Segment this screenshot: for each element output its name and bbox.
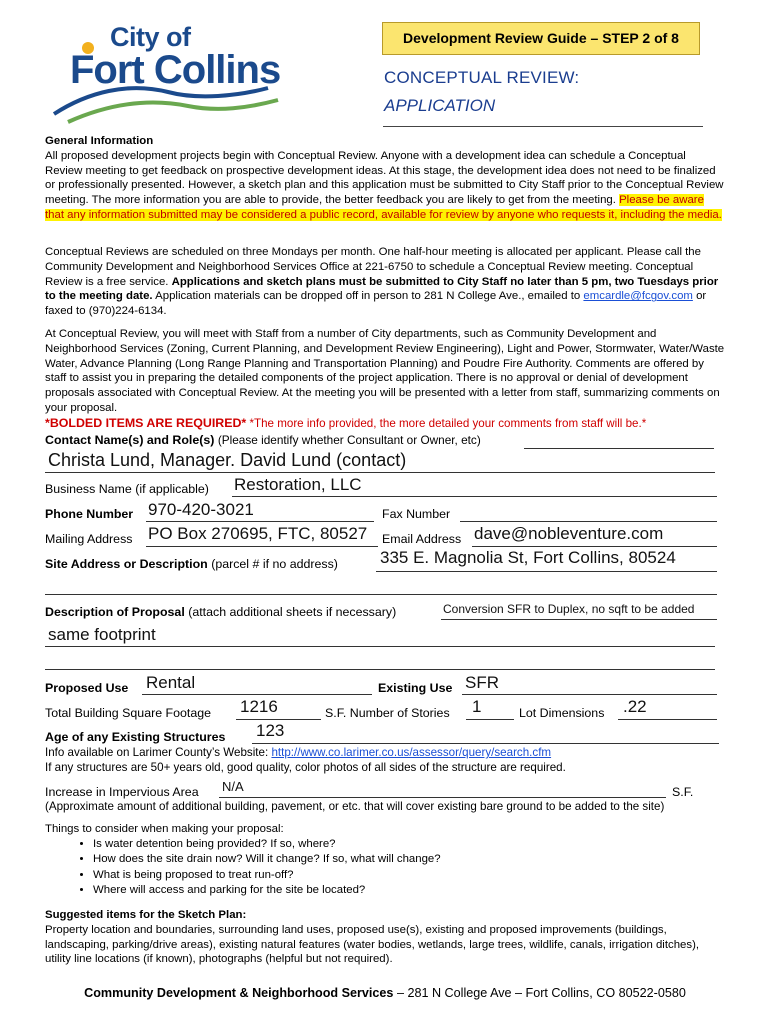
city-logo — [48, 18, 308, 128]
sketch-text: Property location and boundaries, surrounding land uses, proposed use(s), existing and proposed improvements (buildings, landscaping, parking/drive areas), existing natural features (water bodies, wetlands, large trees, wildlife, canals, irrigation ditches), utility line locations (if known), photographs (helpful but not required). — [45, 923, 700, 966]
stories-line — [466, 719, 514, 720]
impervious-unit: S.F. — [672, 785, 694, 799]
site-row — [45, 557, 338, 571]
impervious-line — [219, 797, 666, 798]
meeting-paragraph: At Conceptual Review, you will meet with Staff from a number of City departments, such as Community Development and Neighborhood Services (Zoning, Current Planning, and Development Review Engineering), Light and Power, Stormwater, Water/Waste Water, Advance Planning (Long Range Planning and Transportation Planning) and Poudre Fire Authority. Comments are offered by staff to assist you in preparing the detailed components of the project application. There is no approval or denial of development proposals associated with Conceptual Review. At the meeting you will be presented with a letter from staff, summarizing comments on your proposal. — [45, 328, 725, 414]
list-item: • How does the site drain now? Will it change? If so, what will change? — [93, 852, 725, 868]
description-row — [45, 605, 396, 619]
required-notice — [45, 416, 646, 430]
business-line — [232, 496, 717, 497]
footer-department: Community Development & Neighborhood Services — [84, 986, 394, 1000]
mailing-line — [146, 546, 378, 547]
existing-use-line — [462, 694, 717, 695]
phone-label: Phone Number — [45, 507, 134, 521]
phone-field[interactable]: 970-420-3021 — [148, 500, 254, 519]
sketch-heading: Suggested items for the Sketch Plan: — [45, 909, 247, 921]
header-divider — [383, 126, 703, 127]
description-line-2 — [45, 646, 715, 647]
fax-line — [460, 521, 717, 522]
contact-line-2 — [45, 472, 715, 473]
age-label: Age of any Existing Structures — [45, 730, 226, 744]
contact-row — [45, 433, 481, 447]
existing-use-field[interactable]: SFR — [465, 673, 499, 692]
general-info-text: All proposed development projects begin with Conceptual Review. Anyone with a development idea can schedule a Conceptual Review meeting to get feedback on prospective development ideas. At this stage, the development idea does not need to be finalized or professionally presented. However, a sketch plan and this application must be submitted to City Staff prior to the Conceptual Review meeting. The more information you are able to provide, the better feedback you are likely to get from the meeting. — [45, 149, 724, 207]
sketch-section — [45, 908, 725, 967]
site-line — [376, 571, 717, 572]
larimer-text: Info available on Larimer County’s Website: — [45, 746, 269, 759]
age-field[interactable]: 123 — [256, 721, 285, 740]
general-info-section — [45, 134, 725, 223]
impervious-note: (Approximate amount of additional building, pavement, or etc. that will cover existing bare ground to be added to the site) — [45, 800, 665, 813]
list-item: • What is being proposed to treat run-off? — [93, 868, 725, 884]
contact-line — [524, 448, 714, 449]
fax-label: Fax Number — [382, 507, 451, 521]
bolded-required-label: *BOLDED ITEMS ARE REQUIRED* — [45, 416, 247, 430]
larimer-link[interactable]: http://www.co.larimer.co.us/assessor/query/search.cfm — [271, 746, 552, 759]
email-label: Email Address — [382, 532, 462, 546]
proposed-use-label: Proposed Use — [45, 681, 129, 695]
sqft-label: Total Building Square Footage — [45, 706, 212, 720]
scheduling-paragraph — [45, 245, 725, 319]
things-heading: Things to consider when making your proposal: — [45, 823, 284, 835]
general-info-heading: General Information — [45, 135, 154, 147]
public-record-notice: Please be aware that any information submitted may be considered a public record, available for review by anyone who requests it, including the media. — [45, 194, 722, 221]
things-list — [45, 837, 725, 899]
lot-label: Lot Dimensions — [519, 706, 605, 720]
things-section — [45, 822, 725, 899]
logo-fort-collins: Fort Collins — [70, 48, 281, 92]
business-field[interactable]: Restoration, LLC — [234, 475, 362, 494]
scheduling-text: Conceptual Reviews are scheduled on three Mondays per month. One half-hour meeting is allocated per applicant. Please call the Community Development and Neighborhood Services Office at 221-6750 to schedule a Conceptual Review meeting. Conceptual Review is a free service. — [45, 246, 701, 288]
site-line-2 — [45, 594, 717, 595]
photos-note: If any structures are 50+ years old, good quality, color photos of all sides of the structure are required. — [45, 761, 566, 774]
impervious-field[interactable]: N/A — [222, 779, 244, 794]
deadline-text: Applications and sketch plans must be submitted to City Staff no later than 5 pm, two Tuesdays prior to the meeting date. — [45, 275, 719, 303]
email-line — [472, 546, 717, 547]
mailing-field[interactable]: PO Box 270695, FTC, 80527 — [148, 524, 368, 543]
phone-line — [146, 521, 374, 522]
lot-field[interactable]: .22 — [623, 697, 647, 716]
larimer-row — [45, 746, 551, 759]
page-subtitle: APPLICATION — [384, 96, 496, 115]
contact-field[interactable]: Christa Lund, Manager. David Lund (contact) — [48, 450, 407, 470]
logo-city-of: City of — [110, 22, 191, 52]
site-hint: (parcel # if no address) — [211, 557, 338, 571]
business-label: Business Name (if applicable) — [45, 482, 209, 496]
mailing-label: Mailing Address — [45, 532, 133, 546]
description-label: Description of Proposal — [45, 605, 185, 619]
stories-field[interactable]: 1 — [472, 697, 482, 716]
description-line — [441, 619, 717, 620]
step-banner: Development Review Guide – STEP 2 of 8 — [382, 22, 700, 55]
site-field[interactable]: 335 E. Magnolia St, Fort Collins, 80524 — [380, 548, 676, 567]
general-info-paragraph — [45, 149, 725, 223]
page-title: CONCEPTUAL REVIEW: — [384, 68, 580, 87]
fax-text: or faxed to (970)224-6134. — [45, 290, 707, 318]
sqft-line — [236, 719, 321, 720]
more-info-note: *The more info provided, the more detailed your comments from staff will be.* — [249, 417, 647, 430]
description-line-3 — [45, 669, 715, 670]
contact-label: Contact Name(s) and Role(s) — [45, 433, 215, 447]
site-label: Site Address or Description — [45, 557, 208, 571]
proposed-use-field[interactable]: Rental — [146, 673, 196, 692]
stories-label: S.F. Number of Stories — [325, 706, 450, 720]
lot-line — [618, 719, 717, 720]
existing-use-label: Existing Use — [378, 681, 453, 695]
description-field-2[interactable]: same footprint — [48, 625, 156, 644]
contact-hint: (Please identify whether Consultant or Owner, etc) — [217, 433, 481, 447]
description-field[interactable]: Conversion SFR to Duplex, no sqft to be added — [443, 602, 695, 616]
impervious-label: Increase in Impervious Area — [45, 785, 199, 799]
proposed-use-line — [142, 694, 372, 695]
description-hint: (attach additional sheets if necessary) — [188, 605, 397, 619]
list-item: • Is water detention being provided? If so, where? — [93, 837, 725, 853]
sqft-field[interactable]: 1216 — [240, 697, 278, 716]
footer — [0, 986, 770, 1000]
email-field[interactable]: dave@nobleventure.com — [474, 524, 664, 543]
list-item: • Where will access and parking for the site be located? — [93, 883, 725, 899]
footer-address: – 281 N College Ave – Fort Collins, CO 80522-0580 — [396, 986, 686, 1000]
email-link[interactable]: emcardle@fcgov.com — [583, 290, 693, 303]
age-line — [252, 743, 719, 744]
dropoff-text: Application materials can be dropped off in person to 281 N College Ave., emailed to — [155, 290, 581, 303]
